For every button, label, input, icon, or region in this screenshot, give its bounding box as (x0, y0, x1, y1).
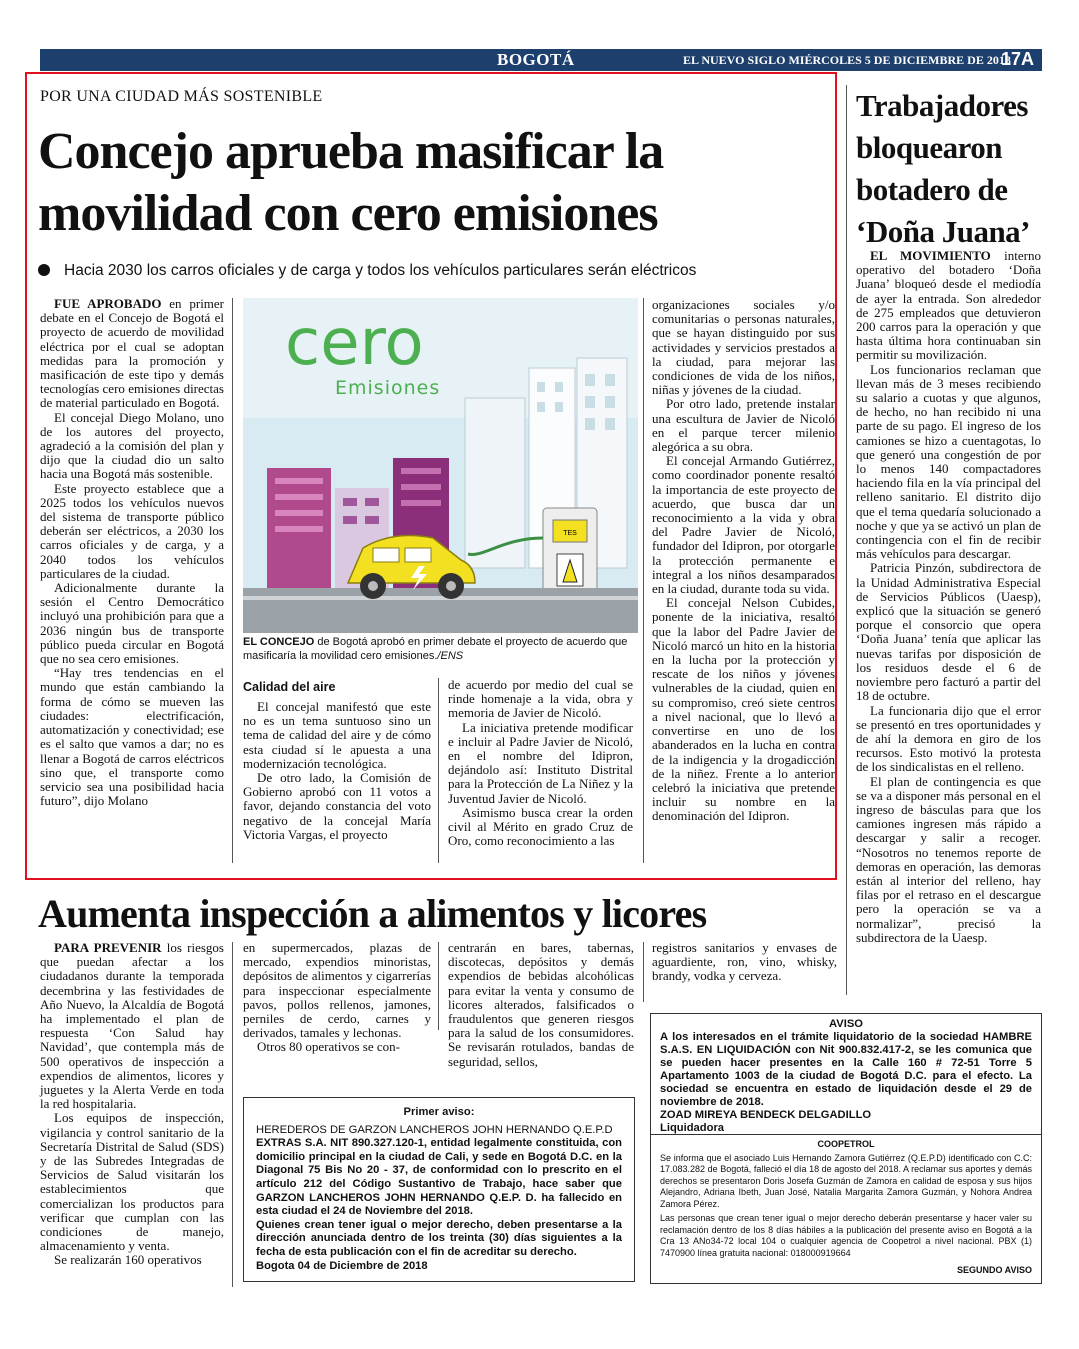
paragraph: Este proyecto establece que a 2025 todos los vehículos nuevos del sistema de transporte público deberán ser eléctricos, a 2030 los carros oficiales y de carga, y a 2040 todos los vehículos particulares de la ciudad. (40, 480, 224, 581)
cero-emisiones-illustration (243, 298, 638, 633)
section-subhead: Calidad del aire (243, 680, 336, 694)
paragraph: “Hay tres tendencias en el mundo que están cambiando la forma de cómo se mueven las ciudades: electrificación, automatización y conectividad; ese es el salto que vamos a dar; no es llenar a Bogotá de carros eléctricos sino que, el transporte como servicio sea una posibilidad hacia futuro”, dijo Molano (40, 665, 224, 809)
aviso-notice (650, 1013, 1042, 1135)
paragraph: Se realizarán 160 operativos (54, 1252, 202, 1268)
primer-aviso-text2: Quienes crean tener igual o mejor derecho, deben presentarse a la dirección anunciada dentro de los treinta (30) días siguientes a la fecha de esta publicación con el fin de acreditar su derecho. (256, 1218, 622, 1258)
column-divider (232, 298, 233, 863)
second-article-column-4 (652, 941, 837, 984)
paragraph: registros sanitarios y envases de aguardiente, ron, vino, whisky, brandy, vodka y cerveza. (652, 940, 837, 984)
paragraph: El concejal Armando Gutiérrez, como coordinador ponente resaltó la importancia de este proyecto de acuerdo, que busca dar un reconocimiento a la vida y obra del Padre Javier de Nicoló, fundador del Idipron, por otorgarle la protección permanente e integral a los niños desamparados en la ciudad, durante toda su vida. (652, 453, 835, 597)
article-column-3 (448, 678, 633, 848)
paragraph: El concejal Nelson Cubides, ponente de la iniciativa, resaltó que la labor del Padre Javier de Nicoló marcó un hito en la historia en la lucha por la protección y rescate de los niños y jóvenes vulnerables de la ciudad, quien en su compromiso, creó siete centros a nivel nacional, que lo llevó a convertirse en uno de los abanderados en la lucha en contra de la indigencia y la drogadicción de la niñez. Frente a lo anterior celebró la iniciativa que pretende incluir su nombre en la denominación del Idipron. (652, 595, 835, 824)
article-subhead (38, 262, 696, 280)
side-article-column (856, 249, 1041, 945)
primer-aviso-date: Bogota 04 de Diciembre de 2018 (256, 1259, 428, 1272)
paragraph: El plan de contingencia es que se va a disponer más personal en el ingreso de básculas para que los camiones ingresen más rápido a descargar y salir a recoger. “Nosotros no tenemos reporte de demoras en operación, las demoras están al interior del relleno, hay filas por el retraso en el descargue pero la operación se va a normalizar”, precisó la subdirectora de la Uaesp. (856, 773, 1041, 945)
paragraph: El concejal manifestó que este no es un tema suntuoso sino un tema de calidad del aire y de cómo esta ciudad sí le apuesta a una modernización tecnológica. (243, 699, 431, 771)
bullet-icon (38, 264, 50, 276)
coopetrol-text2: Las personas que crean tener igual o mejor derecho deberán presentarse y hacer valer su reclamación dentro de los 8 días hábiles a la publicación del presente aviso en Bogotá a la Cra 13 ANo34-72 local 104 o cualquier agencia de Coopetrol a nivel nacional. PBX (1) 7470900 línea gratuita nacional: 018000919664 (660, 1213, 1032, 1258)
paragraph: Patricia Pinzón, subdirectora de la Unidad Administrativa Especial de Servicios Públicos (Uaesp), explicó que la situación se generó porque el consorcio que opera ‘Doña Juana’ tenía que aplicar las nuevas tarifas por disposición de los residuos desde el 6 de noviembre pero facturó a partir del 18 de octubre. (856, 560, 1041, 704)
paragraph: La iniciativa pretende modificar e incluir al Padre Javier de Nicoló, en el nombre del Idipron, dejándolo así: Instituto Distrital para la Protección de La Niñez y la Juventud Javier de Nicoló. (448, 719, 633, 806)
image-caption: EL CONCEJO de Bogotá aprobó en primer debate el proyecto de acuerdo que masificaría la movilidad cero emisiones./ENS (243, 636, 628, 662)
paragraph: PARA PREVENIR los riesgos que puedan afectar a los ciudadanos durante la temporada decembrina y las festividades de Año Nuevo, la Alcaldía de Bogotá ha implementado el plan de respuesta ‘Con Salud hay Navidad’, que contempla más de 500 operativos de inspección a expendios de alimentos, licores y juguetes y la Alerta Verde en toda la red hospitalaria. (40, 940, 224, 1112)
column-divider (643, 942, 644, 1002)
column-divider (643, 298, 644, 863)
aviso-text: A los interesados en el trámite liquidatorio de la sociedad HAMBRE S.A.S. EN LIQUIDACIÓN con Nit 900.832.417-2, se les comunica que se pueden hacer presentes en la Calle 160 # 72-51 Torre 5 Apartamento 1003 de la ciudad de Bogotá D.C. para el efecto. La sociedad se encuentra en estado de liquidación desde el 29 de noviembre de 2018. (660, 1031, 1032, 1108)
coopetrol-text: Se informa que el asociado Luis Hernando Zamora Gutiérrez (Q.E.P.D) identificado con C.C: 17.083.282 de Bogotá, falleció el día 18 de agosto del 2018. A reclamar sus aportes y demás derechos se presentaron Doris Josefa Guzmán de Zamora en calidad de esposa y sus hijos Alejandro, Adriana Ibeth, Juan José, Natalia Margarita Zamora Guzmán, y Nohora Andrea Zamora Pérez. (660, 1152, 1032, 1209)
column-divider (232, 942, 233, 1287)
primer-aviso-text: EXTRAS S.A. NIT 890.327.120-1, entidad legalmente constituida, con domicilio principal en la ciudad de Cali, y sede en Bogotá D.C. en la Diagonal 75 Bis No 20 - 37, de conformidad con lo prescrito en el artículo 212 del Código Sustantivo de Trabajo, hace saber que GARZON LANCHEROS JOHN HERNANDO Q.E.P. D. ha fallecido en esta ciudad el 24 de Noviembre del 2018. (256, 1137, 622, 1218)
paragraph: organizaciones sociales y/o comunitarias o personas naturales, que se hayan distinguido por sus actividades y servicios prestados a la ciudad, para mejorar las condiciones de vida de los niños, niñas y jóvenes de la ciudad. (652, 297, 835, 398)
column-divider (846, 85, 847, 995)
paper-date: EL NUEVO SIGLO MIÉRCOLES 5 DE DICIEMBRE DE 2018 (683, 53, 1011, 67)
paragraph: El concejal Diego Molano, uno de los autores del proyecto, agradeció a la comisión del plan y dijo que la ciudad dio un salto hacia una Bogotá más sostenible. (40, 409, 224, 482)
page-number: 17A (1001, 49, 1035, 69)
paragraph: EL MOVIMIENTO interno operativo del botadero ‘Doña Juana’ bloqueó desde el mediodía de ayer la entrada. Son alrededor de 275 empleados que detuvieron 200 carros para la operación y que hasta última hora continuaban sin permitir su movilización. (856, 248, 1041, 363)
coopetrol-title: COOPETROL (817, 1139, 875, 1149)
coopetrol-footer: SEGUNDO AVISO (956, 1265, 1032, 1275)
column-divider (438, 678, 439, 863)
emisiones-logo-text: Emisiones (335, 377, 441, 399)
aviso-role: Liquidadora (660, 1122, 725, 1134)
paragraph: Los equipos de inspección, vigilancia y control sanitario de la Secretaría Distrital de Salud (SDS) y de las Subredes Integradas de Servicios de Salud visitarán los establecimientos que comercializan los productos para verificar que cumplan con las condiciones de manejo, almacenamiento y venta. (40, 1110, 224, 1254)
paragraph: de acuerdo por medio del cual se rinde homenaje a la vida, obra y memoria de Javier de Nicoló. (448, 677, 633, 721)
paragraph: Asimismo busca crear la orden civil al Mérito en grado Cruz de Oro, como reconocimiento a las (448, 804, 633, 849)
primer-aviso-title: Primer aviso: (403, 1106, 475, 1118)
paragraph: FUE APROBADO en primer debate en el Concejo de Bogotá el proyecto de acuerdo de movilidad eléctrica por el cual se adoptan medidas para la promoción y masificación de este tipo y demás tecnologías cero emisiones directas de material particulado en Bogotá. (40, 296, 225, 411)
subhead-text: Hacia 2030 los carros oficiales y de carga y todos los vehículos particulares serán eléctricos (64, 262, 697, 279)
paragraph: Otros 80 operativos se con- (257, 1039, 400, 1055)
section-name: BOGOTÁ (497, 50, 575, 69)
primer-aviso-heirs: HEREDEROS DE GARZON LANCHEROS JOHN HERNANDO Q.E.P.D (256, 1123, 613, 1136)
paragraph: De otro lado, la Comisión de Gobierno aprobó con 11 votos a favor, dejando constancia del voto negativo de la concejal María Victoria Vargas, el proyecto (243, 770, 431, 842)
article-column-2 (243, 700, 431, 842)
aviso-signer: ZOAD MIREYA BENDECK DELGADILLO (660, 1109, 872, 1121)
paragraph: centrarán en bares, tabernas, discotecas, depósitos y demás expendios de bebidas alcohólicas para evitar la venta y consumo de licores alterados, falsificados o fraudulentos que generen riesgos para la salud de los consumidores. Se revisarán rotulados, bandas de seguridad, sellos, (448, 940, 634, 1069)
second-headline: Aumenta inspección a alimentos y licores (38, 891, 707, 936)
charger-label: TES (563, 530, 577, 537)
article-column-1 (40, 297, 224, 808)
second-article-column-2 (243, 941, 431, 1055)
second-article-column-3 (448, 941, 634, 1069)
paragraph: Adicionalmente durante la sesión el Centro Democrático incluyó una prohibición para que a 2036 ningún bus de transporte público pueda circular en Bogotá que no sea cero emisiones. (40, 580, 224, 667)
coopetrol-notice (650, 1134, 1042, 1284)
article-kicker: POR UNA CIUDAD MÁS SOSTENIBLE (40, 88, 323, 105)
paragraph: en supermercados, plazas de mercado, expendios minoristas, depósitos de alimentos y cigarrerías para inspeccionar especialmente pavos, pollos rellenos, jamones, perniles de cerdo, carnes y derivados, tamales y lechonas. (243, 940, 431, 1041)
primer-aviso-notice (243, 1097, 635, 1282)
paragraph: Los funcionarios reclaman que llevan más de 3 meses recibiendo su salario a cuotas y que algunos, de hecho, no han recibido ni una parte de su pago. El ingreso de los camiones se hizo a cuentagotas, lo que generó una congestión de por lo menos 140 compactadores haciendo fila en la vía principal del relleno sanitario. El distrito dijo que el tema quedaría solucionado a noche y que ya se activó un plan de contingencia con el fin de recibir más vehículos para descargar. (856, 361, 1041, 562)
article-headline: Concejo aprueba masificar la movilidad con cero emisiones (38, 123, 664, 242)
paragraph: La funcionaria dijo que el error se presentó en tres oportunidades y de ahí la demora en giro de los recursos. Esto motivó la protesta de los sindicalistas en el relleno. (856, 702, 1041, 775)
aviso-title: AVISO (829, 1018, 863, 1030)
cero-logo-text: cero (285, 306, 424, 380)
paragraph: Por otro lado, pretende instalar una escultura de Javier de Nicoló en el parque tercer milenio alegórica a su obra. (652, 396, 835, 455)
column-divider (438, 942, 439, 1030)
article-column-4 (652, 298, 835, 824)
side-headline: Trabajadores bloquearon botadero de ‘Doña Juana’ (856, 88, 1031, 249)
second-article-column-1 (40, 941, 224, 1268)
